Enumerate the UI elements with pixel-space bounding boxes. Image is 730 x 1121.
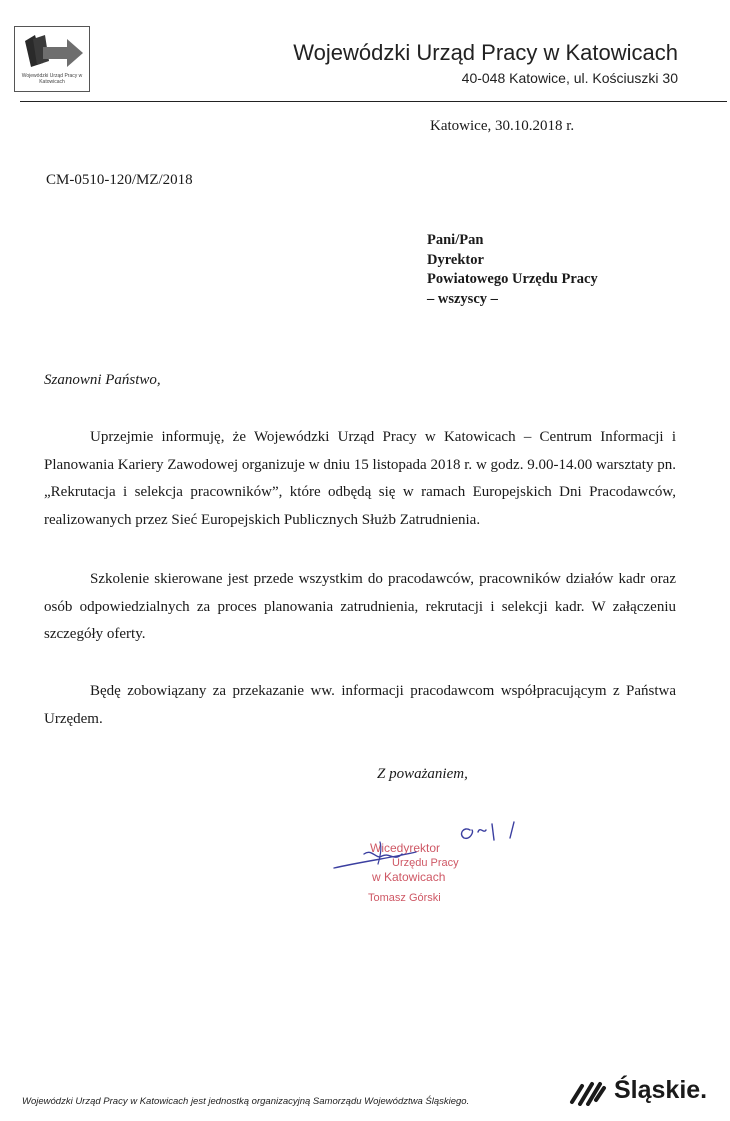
signature-icon [320,812,540,882]
recipient-line: – wszyscy – [427,290,498,307]
slaskie-stripes-icon [568,1076,608,1106]
stamp-name: Tomasz Górski [368,892,441,904]
place-date: Katowice, 30.10.2018 r. [430,118,575,134]
brand-name: Śląskie. [614,1076,708,1104]
stamp-office: Urzędu Pracy [392,857,459,869]
recipient-line: Pani/Pan [427,232,484,248]
body-paragraph: Uprzejmie informuję, że Wojewódzki Urząd Pracy w Katowicach – Centrum Informacji i Planowania Kariery Zawodowej organizuje w dniu 15 listopada 2018 r. w godz. 9.00-14.00 warsztaty pn. „Rekrutacja i selekcja pracowników”, które odbędą się w ramach Europejskich Dni Pracodawców, realizowanych przez Sieć Europejskich Publicznych Służb Zatrudnienia. [44,429,676,528]
header-divider [20,101,727,102]
arrow-logo-icon [21,33,85,73]
recipient-block [427,231,598,309]
body-paragraph: Szkolenie skierowane jest przede wszystkim do pracodawców, pracowników działów kadr oraz osób odpowiedzialnych za proces planowania zatrudnienia, rekrutacji i selekcji kadr. W załączeniu szczegóły oferty. [44,571,676,642]
stamp-title: Wicedyrektor [370,841,441,855]
org-address: 40-048 Katowice, ul. Kościuszki 30 [461,70,678,86]
reference-number: CM-0510-120/MZ/2018 [46,172,193,188]
logo-caption: Wojewódzki Urząd Pracy w Katowicach [21,73,83,85]
stamp-city: w Katowicach [372,870,446,884]
footer-note: Wojewódzki Urząd Pracy w Katowicach jest jednostką organizacyjną Samorządu Województwa Śląskiego. [22,1096,470,1107]
closing: Z poważaniem, [377,766,468,782]
body-paragraph: Będę zobowiązany za przekazanie ww. informacji pracodawcom współpracującym z Państwa Urzędem. [44,683,676,727]
salutation: Szanowni Państwo, [44,372,161,388]
logo [14,26,90,92]
org-title: Wojewódzki Urząd Pracy w Katowicach [293,40,678,65]
recipient-line: Powiatowego Urzędu Pracy [427,271,598,287]
recipient-line: Dyrektor [427,251,484,268]
brand-logo [568,1074,720,1108]
